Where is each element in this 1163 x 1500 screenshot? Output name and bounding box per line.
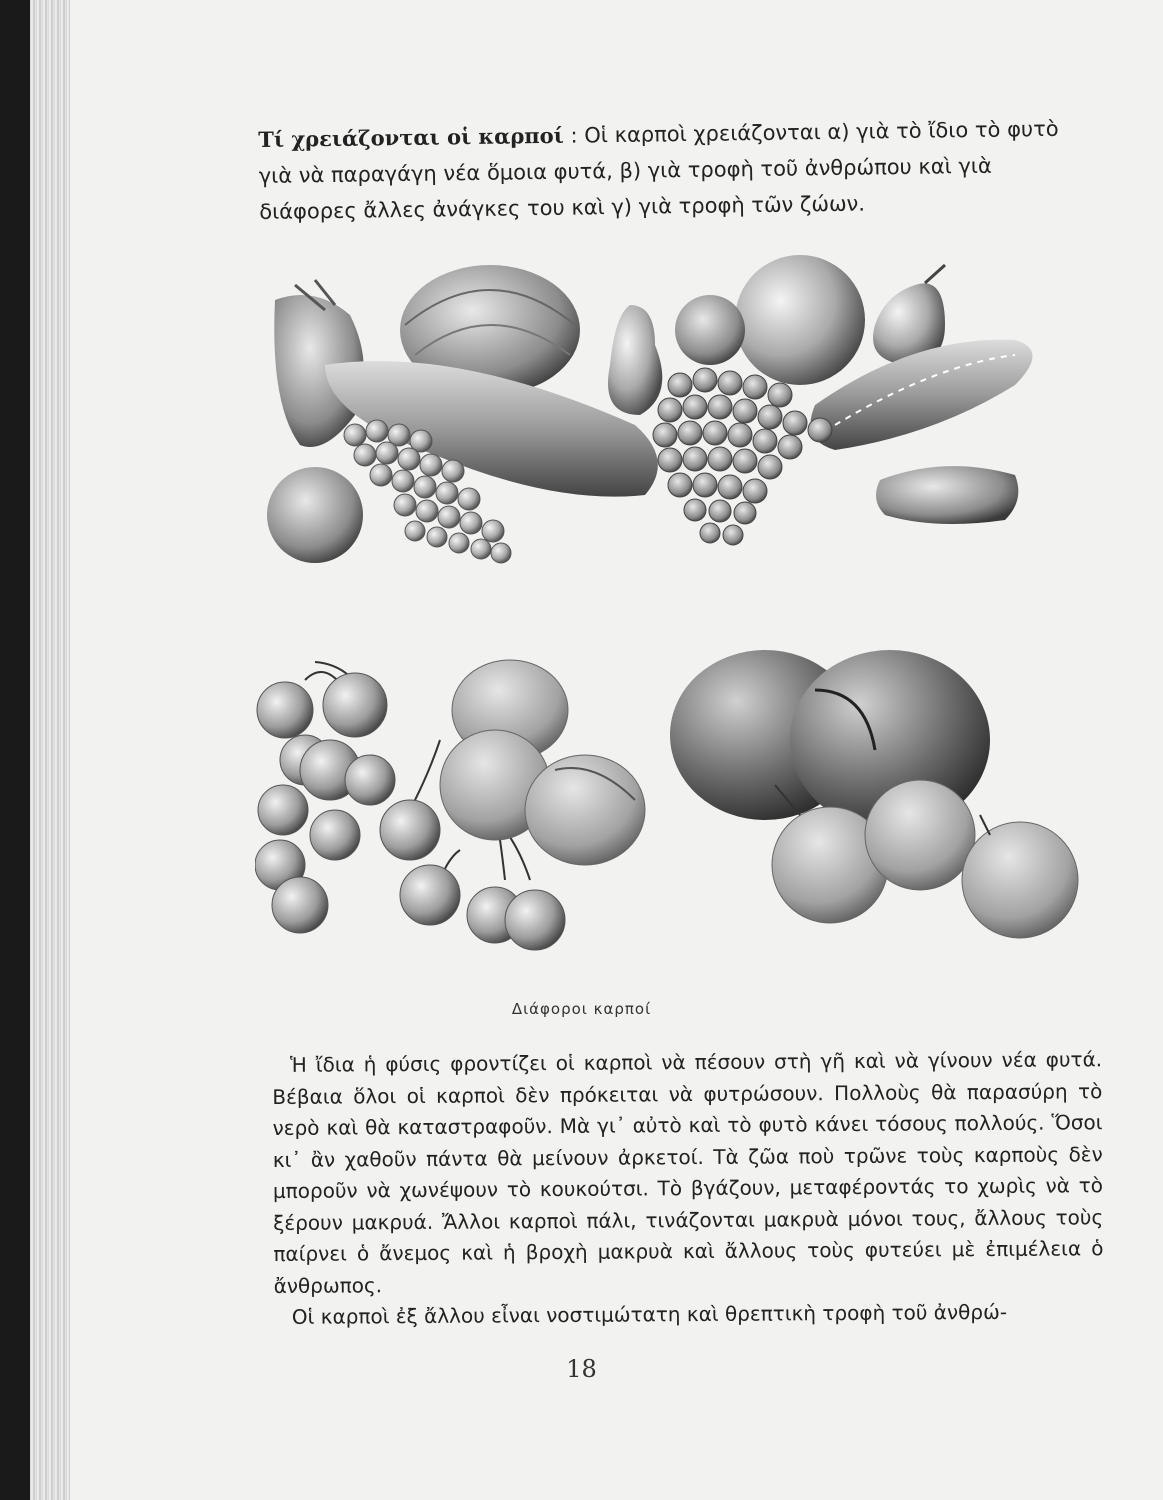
intro-text: : Οἱ καρποὶ χρειάζονται α) γιὰ τὸ ἴδιο τὸ φυτὸ γιὰ νὰ παραγάγη νέα ὅμοια φυτά, β) γιὰ τροφὴ τοῦ ἀνθρώπου καὶ γιὰ διάφορες ἄλλες ἀνάγκες του καὶ γ) γιὰ τροφὴ τῶν ζώων.	[258, 116, 1059, 224]
paragraph-2: Οἱ καρποὶ ἐξ ἄλλου εἶναι νοστιμώτατη καὶ θρεπτικὴ τροφὴ τοῦ ἀνθρώ-	[291, 1299, 1008, 1329]
paragraph-1: Ἡ ἴδια ἡ φύσις φροντίζει οἱ καρποὶ νὰ πέσουν στὴ γῆ καὶ νὰ γίνουν νέα φυτά. Βέβαια ὅλοι οἱ καρποὶ δὲν πρόκειται νὰ φυτρώσουν. Πολλοὺς θὰ παρασύρη τὸ νερὸ καὶ θὰ καταστραφοῦν. Μὰ γι᾽ αὐτὸ καὶ τὸ φυτὸ κάνει τόσους πολλούς. Ὅσοι κι᾽ ἂν χαθοῦν πάντα θὰ μείνουν ἀρκετοί. Τὰ ζῶα ποὺ τρῶνε τοὺς καρποὺς δὲν μποροῦν νὰ χωνέψουν τὸ κουκούτσι. Τὸ βγάζουν, μεταφέροντάς το χωρὶς νὰ τὸ ξέρουν μακρυά. Ἄλλοι καρποὶ πάλι, τινάζονται μακρυὰ μόνοι τους, ἄλλους τοὺς παίρνει ὁ ἄνεμος καὶ ἡ βροχὴ μακρυὰ καὶ ἄλλους τοὺς φυτεύει μὲ ἐπιμέλεια ὁ ἄνθρωπος.	[272, 1047, 1104, 1298]
orange-shape	[735, 255, 865, 385]
vegetables-fruit-illustration	[255, 255, 1045, 590]
page-number: 18	[566, 1355, 597, 1383]
figure-caption: Διάφοροι καρποί	[511, 1000, 652, 1018]
cherries-apricots-plums-illustration	[255, 650, 1095, 985]
intro-paragraph	[258, 110, 1093, 230]
apricots-group	[440, 660, 645, 865]
apple-shape	[267, 467, 363, 563]
grapes-center	[653, 368, 832, 545]
pepper-shape	[876, 466, 1018, 524]
stacked-page-edges	[30, 0, 70, 1500]
body-text	[272, 1044, 1104, 1333]
intro-lead: Τί χρειάζονται οἱ καρποί	[258, 122, 565, 152]
